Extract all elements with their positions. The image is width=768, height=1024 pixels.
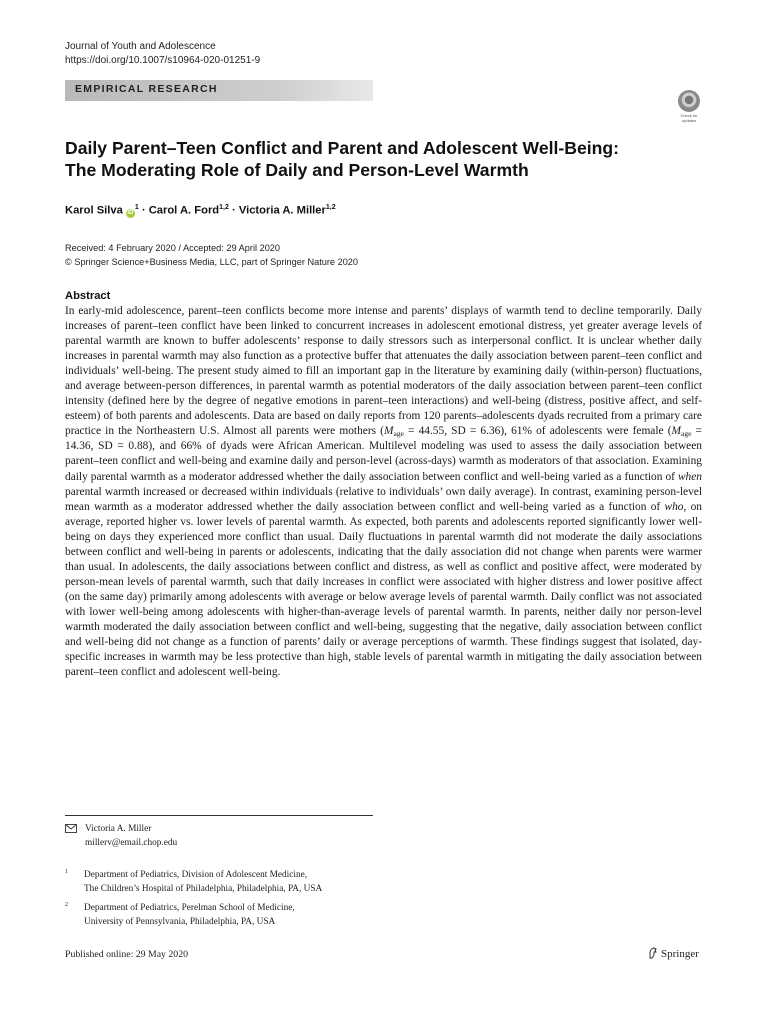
affiliation-line: University of Pennsylvania, Philadelphia, PA, USA — [84, 916, 276, 927]
footnote-divider — [65, 815, 373, 816]
doi-link[interactable]: https://doi.org/10.1007/s10964-020-01251-9 — [65, 55, 261, 66]
affiliation-number: 1 — [65, 869, 68, 875]
journal-header — [65, 40, 260, 68]
stat-subscript: age — [681, 429, 692, 439]
emphasis-who: who — [664, 500, 684, 513]
article-title — [65, 137, 685, 181]
abstract-text: parental warmth increased or decreased within individuals (relative to individuals’ own daily average). In contrast, examining person-level mean warmth as a moderator addressed whether the daily association between conflict and well-being varied as a function of — [65, 485, 702, 513]
affiliation-line: Department of Pediatrics, Division of Adolescent Medicine, — [84, 870, 308, 880]
author-name[interactable]: Karol Silva — [65, 204, 123, 217]
orcid-icon[interactable]: iD — [127, 209, 134, 216]
stat-symbol: M — [671, 425, 682, 438]
author-list — [65, 204, 336, 218]
envelope-icon — [65, 824, 77, 833]
abstract-paragraph — [65, 304, 702, 680]
abstract-text: , on average, reported higher vs. lower levels of parental warmth. As expected, both parents and adolescents reported significantly lower well-being on days they experienced more conflict than usual. Daily fluctuations in parental warmth did not moderate the daily associations between conflict and well-being in parents or adolescents, indicating that the daily association did not change when parents were warmer than usual. In adolescents, the daily associations between conflict and distress, as well as conflict and positive affect, were moderated by person-mean levels of parental warmth, such that daily increases in conflict were associated with higher distress and lower positive affect (on the same day) primarily among adolescents with average or below average levels of parental warmth. Daily conflict was not associated with lower well-being among adolescents with higher-than-average levels of parental warmth. In parents, neither daily nor person-level warmth moderated the daily association between conflict and well-being, suggesting that the negative, daily association between conflict and well-being did not change as a function of parents’ daily or average perceptions of warmth. These findings suggest that isolated, day-specific increases in warmth may be less protective than high, stable levels of parental warmth in mitigating the daily association between parent–teen conflict and adolescent well-being. — [65, 500, 702, 679]
copyright-line: © Springer Science+Business Media, LLC, part of Springer Nature 2020 — [65, 257, 359, 267]
stat-symbol: M — [383, 425, 394, 438]
emphasis-when: when — [677, 470, 702, 483]
author-separator: · — [138, 204, 149, 217]
check-updates-label: Check for updates — [680, 113, 698, 123]
correspondence-email[interactable]: millerv@email.chop.edu — [85, 838, 178, 848]
author-name[interactable]: Carol A. Ford — [148, 204, 220, 217]
affiliation-1 — [65, 869, 322, 896]
abstract-body — [65, 304, 702, 680]
received-accepted: Received: 4 February 2020 / Accepted: 29 April 2020 — [65, 243, 281, 253]
title-line-2: The Moderating Role of Daily and Person-Level Warmth — [65, 160, 529, 180]
springer-horse-icon — [648, 947, 658, 959]
affiliation-2 — [65, 902, 295, 929]
title-line-1: Daily Parent–Teen Conflict and Parent and Adolescent Well-Being: — [65, 138, 619, 158]
author-name[interactable]: Victoria A. Miller — [238, 204, 326, 217]
abstract-text: = 14.36, SD = 0.88), and 66% of dyads were African American. Multilevel modeling was used to assess the daily association between parent–teen conflict and well-being and examine daily and person-level (across-days) warmth as moderators of that association. Examining daily parental warmth as a moderator addressed whether the daily association between conflict and well-being varied as a function of — [65, 425, 702, 483]
check-updates-icon — [678, 90, 700, 112]
publisher-name: Springer — [661, 948, 699, 960]
stat-subscript: age — [393, 429, 404, 439]
check-for-updates-badge[interactable] — [676, 90, 702, 123]
journal-name: Journal of Youth and Adolescence — [65, 41, 216, 52]
abstract-text: In early-mid adolescence, parent–teen conflicts become more intense and parents’ displays of warmth tend to decline temporarily. Daily increases of parent–teen conflict have been linked to concurrent increases in adolescent emotional distress, yet greater average levels of parental warmth are known to buffer adolescents’ response to daily stressors such as interpersonal conflict. It is unclear whether daily increases in parental warmth may also function as a protective buffer that attenuates the daily association between parent–teen conflict and individuals’ well-being. The present study aimed to fill an important gap in the literature by examining daily (within-person) fluctuations, and average between-person differences, in parental warmth as potential moderators of the daily association between parent–teen conflict intensity (defined here by the degree of negative emotions in parent–teen interactions) and well-being (distress, positive affect, and self-esteem) of both parents and adolescents. Data are based on daily reports from 120 parents–adolescents dyads recruited from a primary care practice in the Northeastern U.S. Almost all parents were mothers ( — [65, 305, 702, 438]
correspondence — [65, 822, 177, 850]
author-affiliation-sup: 1,2 — [219, 204, 229, 211]
author-separator: · — [228, 204, 239, 217]
section-label: EMPIRICAL RESEARCH — [75, 83, 218, 95]
abstract-text: = 44.55, SD = 6.36), 61% of adolescents were female ( — [403, 425, 672, 438]
author-affiliation-sup: 1 — [134, 204, 139, 211]
author-affiliation-sup: 1,2 — [325, 204, 336, 211]
published-online: Published online: 29 May 2020 — [65, 949, 189, 960]
springer-logo — [648, 947, 699, 960]
correspondence-name: Victoria A. Miller — [85, 824, 152, 834]
section-banner — [65, 80, 373, 101]
abstract-heading: Abstract — [65, 290, 111, 302]
affiliation-line: The Children’s Hospital of Philadelphia, Philadelphia, PA, USA — [84, 883, 323, 894]
affiliation-number: 2 — [65, 902, 68, 908]
affiliation-line: Department of Pediatrics, Perelman School of Medicine, — [84, 903, 295, 913]
article-dates — [65, 241, 358, 269]
